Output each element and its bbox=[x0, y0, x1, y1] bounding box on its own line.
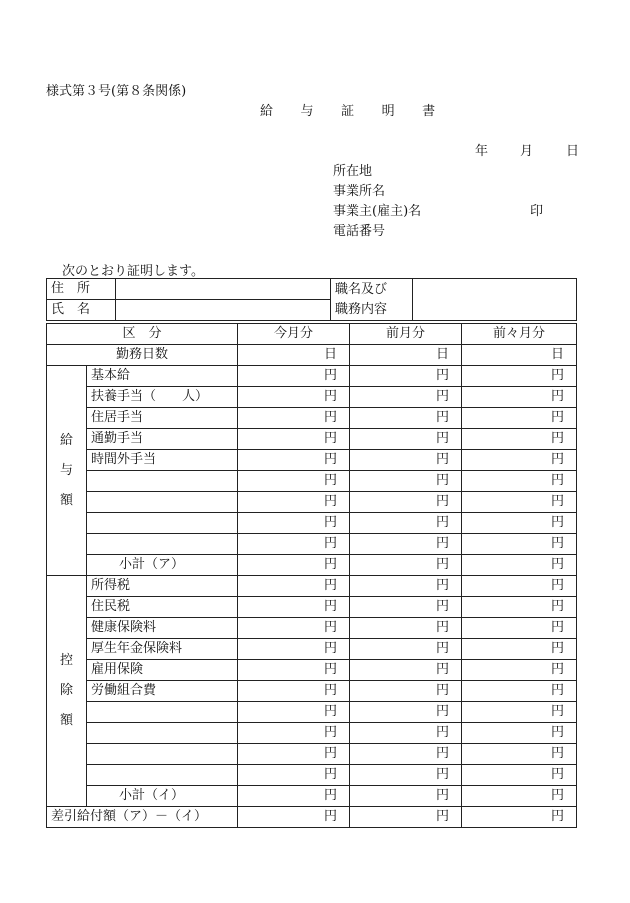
net-pay-this-month[interactable] bbox=[238, 807, 350, 828]
salary-row bbox=[47, 408, 577, 429]
unit-yen: 円 bbox=[551, 620, 565, 635]
salary-item-label: 基本給 bbox=[87, 366, 238, 387]
salary-amount-two-months-ago[interactable] bbox=[462, 492, 577, 513]
deduction-amount-this-month[interactable] bbox=[238, 597, 350, 618]
salary-amount-last-month[interactable] bbox=[350, 492, 462, 513]
deduction-amount-last-month[interactable] bbox=[350, 765, 462, 786]
unit-yen: 円 bbox=[551, 683, 565, 698]
document-title: 給 与 証 明 書 bbox=[260, 104, 447, 119]
office-name-label: 事業所名 bbox=[333, 184, 386, 199]
salary-amount-this-month[interactable] bbox=[238, 534, 350, 555]
unit-yen: 円 bbox=[324, 431, 338, 446]
salary-amount-this-month[interactable] bbox=[238, 471, 350, 492]
salary-group-char: 与 bbox=[59, 462, 73, 478]
unit-yen: 円 bbox=[436, 599, 450, 614]
unit-yen: 円 bbox=[436, 368, 450, 383]
deduction-group-char: 額 bbox=[59, 713, 73, 728]
unit-yen: 円 bbox=[436, 410, 450, 425]
salary-amount-last-month[interactable] bbox=[350, 429, 462, 450]
unit-yen: 円 bbox=[324, 599, 338, 614]
salary-table bbox=[46, 323, 577, 828]
header-category: 区 分 bbox=[47, 324, 238, 345]
salary-amount-this-month[interactable] bbox=[238, 366, 350, 387]
unit-yen: 円 bbox=[436, 725, 450, 740]
phone-label: 電話番号 bbox=[333, 224, 386, 239]
work-days-two-months-ago[interactable] bbox=[462, 345, 577, 366]
unit-yen: 円 bbox=[324, 725, 338, 740]
deduction-row bbox=[47, 597, 577, 618]
salary-group-char: 額 bbox=[59, 492, 73, 508]
deduction-item-label[interactable] bbox=[87, 765, 238, 786]
deduction-item-label[interactable] bbox=[87, 702, 238, 723]
unit-yen: 円 bbox=[324, 578, 338, 593]
unit-yen: 円 bbox=[551, 368, 565, 383]
salary-item-label: 扶養手当（ 人） bbox=[87, 387, 238, 408]
unit-yen: 円 bbox=[551, 704, 565, 719]
deduction-subtotal-this-month[interactable] bbox=[238, 786, 350, 807]
deduction-item-label: 厚生年金保険料 bbox=[87, 639, 238, 660]
deduction-amount-two-months-ago[interactable] bbox=[462, 639, 577, 660]
salary-item-label: 住居手当 bbox=[87, 408, 238, 429]
salary-row bbox=[47, 513, 577, 534]
unit-yen: 円 bbox=[551, 494, 565, 509]
deduction-amount-last-month[interactable] bbox=[350, 660, 462, 681]
deduction-group-char: 控 bbox=[59, 653, 73, 668]
deduction-row bbox=[47, 765, 577, 786]
deduction-amount-two-months-ago[interactable] bbox=[462, 618, 577, 639]
salary-row bbox=[47, 387, 577, 408]
deduction-group-char: 除 bbox=[59, 683, 73, 698]
deduction-amount-two-months-ago[interactable] bbox=[462, 681, 577, 702]
unit-yen: 円 bbox=[551, 536, 565, 551]
unit-yen: 円 bbox=[324, 557, 338, 572]
work-days-label: 勤務日数 bbox=[47, 345, 238, 366]
deduction-amount-two-months-ago[interactable] bbox=[462, 576, 577, 597]
deduction-amount-last-month[interactable] bbox=[350, 576, 462, 597]
seal-mark: 印 bbox=[530, 204, 544, 219]
deduction-amount-last-month[interactable] bbox=[350, 744, 462, 765]
unit-yen: 円 bbox=[551, 599, 565, 614]
salary-amount-last-month[interactable] bbox=[350, 471, 462, 492]
salary-amount-two-months-ago[interactable] bbox=[462, 408, 577, 429]
salary-subtotal-row bbox=[47, 555, 577, 576]
unit-yen: 円 bbox=[436, 788, 450, 803]
unit-yen: 円 bbox=[324, 809, 338, 824]
unit-yen: 円 bbox=[436, 746, 450, 761]
salary-item-label: 通勤手当 bbox=[87, 429, 238, 450]
unit-yen: 円 bbox=[436, 494, 450, 509]
deduction-item-label[interactable] bbox=[87, 723, 238, 744]
salary-amount-last-month[interactable] bbox=[350, 450, 462, 471]
intro-text: 次のとおり証明します。 bbox=[62, 264, 204, 279]
deduction-amount-last-month[interactable] bbox=[350, 702, 462, 723]
salary-amount-this-month[interactable] bbox=[238, 450, 350, 471]
salary-subtotal-this-month[interactable] bbox=[238, 555, 350, 576]
salary-row bbox=[47, 534, 577, 555]
unit-day: 日 bbox=[324, 347, 338, 362]
unit-yen: 円 bbox=[551, 473, 565, 488]
unit-yen: 円 bbox=[436, 557, 450, 572]
salary-row bbox=[47, 366, 577, 387]
deduction-item-label: 雇用保険 bbox=[87, 660, 238, 681]
employer-name-label: 事業主(雇主)名 bbox=[333, 204, 422, 219]
deduction-amount-two-months-ago[interactable] bbox=[462, 744, 577, 765]
deduction-amount-this-month[interactable] bbox=[238, 744, 350, 765]
salary-row bbox=[47, 471, 577, 492]
unit-yen: 円 bbox=[324, 389, 338, 404]
deduction-amount-two-months-ago[interactable] bbox=[462, 765, 577, 786]
deduction-row bbox=[47, 744, 577, 765]
name-field[interactable] bbox=[116, 300, 331, 321]
deduction-amount-this-month[interactable] bbox=[238, 702, 350, 723]
unit-yen: 円 bbox=[436, 809, 450, 824]
deduction-amount-two-months-ago[interactable] bbox=[462, 702, 577, 723]
deduction-amount-this-month[interactable] bbox=[238, 765, 350, 786]
deduction-subtotal-row bbox=[47, 786, 577, 807]
deduction-amount-last-month[interactable] bbox=[350, 597, 462, 618]
deduction-item-label: 所得税 bbox=[87, 576, 238, 597]
unit-yen: 円 bbox=[324, 767, 338, 782]
unit-yen: 円 bbox=[551, 389, 565, 404]
salary-subtotal-label: 小計（ア） bbox=[87, 555, 238, 576]
work-days-last-month[interactable] bbox=[350, 345, 462, 366]
salary-amount-last-month[interactable] bbox=[350, 408, 462, 429]
deduction-amount-this-month[interactable] bbox=[238, 681, 350, 702]
salary-row bbox=[47, 450, 577, 471]
deduction-row bbox=[47, 639, 577, 660]
person-info-table bbox=[46, 278, 577, 321]
unit-yen: 円 bbox=[324, 683, 338, 698]
deduction-row bbox=[47, 660, 577, 681]
unit-yen: 円 bbox=[324, 368, 338, 383]
salary-amount-two-months-ago[interactable] bbox=[462, 534, 577, 555]
deduction-row bbox=[47, 576, 577, 597]
deduction-amount-two-months-ago[interactable] bbox=[462, 660, 577, 681]
header-last-month: 前月分 bbox=[350, 324, 462, 345]
salary-amount-two-months-ago[interactable] bbox=[462, 429, 577, 450]
salary-group-label bbox=[47, 366, 87, 576]
deduction-amount-last-month[interactable] bbox=[350, 723, 462, 744]
address-field[interactable] bbox=[116, 279, 331, 300]
unit-yen: 円 bbox=[436, 683, 450, 698]
unit-yen: 円 bbox=[436, 473, 450, 488]
work-days-this-month[interactable] bbox=[238, 345, 350, 366]
unit-yen: 円 bbox=[551, 662, 565, 677]
unit-yen: 円 bbox=[324, 515, 338, 530]
deduction-amount-last-month[interactable] bbox=[350, 618, 462, 639]
unit-yen: 円 bbox=[324, 473, 338, 488]
salary-amount-last-month[interactable] bbox=[350, 513, 462, 534]
unit-yen: 円 bbox=[436, 767, 450, 782]
unit-yen: 円 bbox=[551, 788, 565, 803]
unit-yen: 円 bbox=[436, 431, 450, 446]
unit-yen: 円 bbox=[324, 641, 338, 656]
deduction-amount-this-month[interactable] bbox=[238, 639, 350, 660]
unit-yen: 円 bbox=[436, 620, 450, 635]
deduction-amount-this-month[interactable] bbox=[238, 660, 350, 681]
salary-amount-last-month[interactable] bbox=[350, 534, 462, 555]
address-label: 住 所 bbox=[47, 279, 116, 300]
deduction-item-label: 健康保険料 bbox=[87, 618, 238, 639]
unit-yen: 円 bbox=[551, 746, 565, 761]
salary-row bbox=[47, 492, 577, 513]
salary-item-label[interactable] bbox=[87, 492, 238, 513]
unit-day: 日 bbox=[551, 347, 565, 362]
salary-amount-two-months-ago[interactable] bbox=[462, 450, 577, 471]
deduction-row bbox=[47, 702, 577, 723]
salary-subtotal-two-months-ago[interactable] bbox=[462, 555, 577, 576]
unit-yen: 円 bbox=[551, 641, 565, 656]
deduction-subtotal-two-months-ago[interactable] bbox=[462, 786, 577, 807]
unit-yen: 円 bbox=[324, 620, 338, 635]
deduction-amount-two-months-ago[interactable] bbox=[462, 597, 577, 618]
unit-yen: 円 bbox=[436, 704, 450, 719]
salary-item-label: 時間外手当 bbox=[87, 450, 238, 471]
unit-yen: 円 bbox=[436, 389, 450, 404]
deduction-item-label: 労働組合費 bbox=[87, 681, 238, 702]
unit-yen: 円 bbox=[436, 452, 450, 467]
salary-amount-this-month[interactable] bbox=[238, 492, 350, 513]
job-label bbox=[331, 279, 413, 321]
unit-yen: 円 bbox=[324, 662, 338, 677]
deduction-row bbox=[47, 618, 577, 639]
deduction-row bbox=[47, 681, 577, 702]
deduction-subtotal-last-month[interactable] bbox=[350, 786, 462, 807]
unit-yen: 円 bbox=[324, 494, 338, 509]
salary-amount-this-month[interactable] bbox=[238, 387, 350, 408]
salary-amount-two-months-ago[interactable] bbox=[462, 387, 577, 408]
name-label: 氏 名 bbox=[47, 300, 116, 321]
deduction-subtotal-label: 小計（イ） bbox=[87, 786, 238, 807]
unit-yen: 円 bbox=[551, 431, 565, 446]
unit-yen: 円 bbox=[551, 452, 565, 467]
unit-yen: 円 bbox=[436, 662, 450, 677]
unit-yen: 円 bbox=[324, 452, 338, 467]
date-month: 月 bbox=[520, 144, 534, 159]
deduction-amount-two-months-ago[interactable] bbox=[462, 723, 577, 744]
salary-amount-this-month[interactable] bbox=[238, 408, 350, 429]
unit-yen: 円 bbox=[436, 641, 450, 656]
net-pay-label: 差引給付額（ア）－（イ） bbox=[47, 807, 238, 828]
deduction-amount-this-month[interactable] bbox=[238, 723, 350, 744]
unit-yen: 円 bbox=[551, 809, 565, 824]
header-two-months-ago: 前々月分 bbox=[462, 324, 577, 345]
salary-item-label[interactable] bbox=[87, 471, 238, 492]
net-pay-two-months-ago[interactable] bbox=[462, 807, 577, 828]
salary-item-label[interactable] bbox=[87, 513, 238, 534]
job-field[interactable] bbox=[413, 279, 577, 321]
job-label-line2: 職務内容 bbox=[335, 301, 388, 317]
salary-amount-this-month[interactable] bbox=[238, 513, 350, 534]
salary-group-char: 給 bbox=[59, 432, 73, 448]
employer-address-label: 所在地 bbox=[333, 164, 373, 179]
unit-yen: 円 bbox=[436, 536, 450, 551]
salary-amount-two-months-ago[interactable] bbox=[462, 513, 577, 534]
salary-amount-last-month[interactable] bbox=[350, 387, 462, 408]
unit-yen: 円 bbox=[436, 578, 450, 593]
net-pay-last-month[interactable] bbox=[350, 807, 462, 828]
unit-yen: 円 bbox=[551, 410, 565, 425]
unit-yen: 円 bbox=[324, 746, 338, 761]
unit-yen: 円 bbox=[551, 578, 565, 593]
unit-yen: 円 bbox=[551, 557, 565, 572]
salary-amount-two-months-ago[interactable] bbox=[462, 366, 577, 387]
unit-yen: 円 bbox=[324, 536, 338, 551]
unit-yen: 円 bbox=[551, 515, 565, 530]
unit-yen: 円 bbox=[324, 410, 338, 425]
deduction-item-label[interactable] bbox=[87, 744, 238, 765]
deduction-group-label bbox=[47, 576, 87, 807]
unit-yen: 円 bbox=[324, 788, 338, 803]
deduction-item-label: 住民税 bbox=[87, 597, 238, 618]
job-label-line1: 職名及び bbox=[335, 281, 388, 297]
salary-row bbox=[47, 429, 577, 450]
deduction-amount-last-month[interactable] bbox=[350, 639, 462, 660]
date-day: 日 bbox=[566, 144, 580, 159]
header-this-month: 今月分 bbox=[238, 324, 350, 345]
unit-day: 日 bbox=[436, 347, 450, 362]
salary-item-label[interactable] bbox=[87, 534, 238, 555]
unit-yen: 円 bbox=[551, 767, 565, 782]
unit-yen: 円 bbox=[436, 515, 450, 530]
deduction-amount-this-month[interactable] bbox=[238, 576, 350, 597]
date-year: 年 bbox=[475, 144, 489, 159]
deduction-amount-last-month[interactable] bbox=[350, 681, 462, 702]
salary-amount-last-month[interactable] bbox=[350, 366, 462, 387]
salary-amount-two-months-ago[interactable] bbox=[462, 471, 577, 492]
form-number: 様式第３号(第８条関係) bbox=[46, 84, 187, 99]
unit-yen: 円 bbox=[551, 725, 565, 740]
deduction-amount-this-month[interactable] bbox=[238, 618, 350, 639]
unit-yen: 円 bbox=[324, 704, 338, 719]
deduction-row bbox=[47, 723, 577, 744]
salary-subtotal-last-month[interactable] bbox=[350, 555, 462, 576]
salary-amount-this-month[interactable] bbox=[238, 429, 350, 450]
